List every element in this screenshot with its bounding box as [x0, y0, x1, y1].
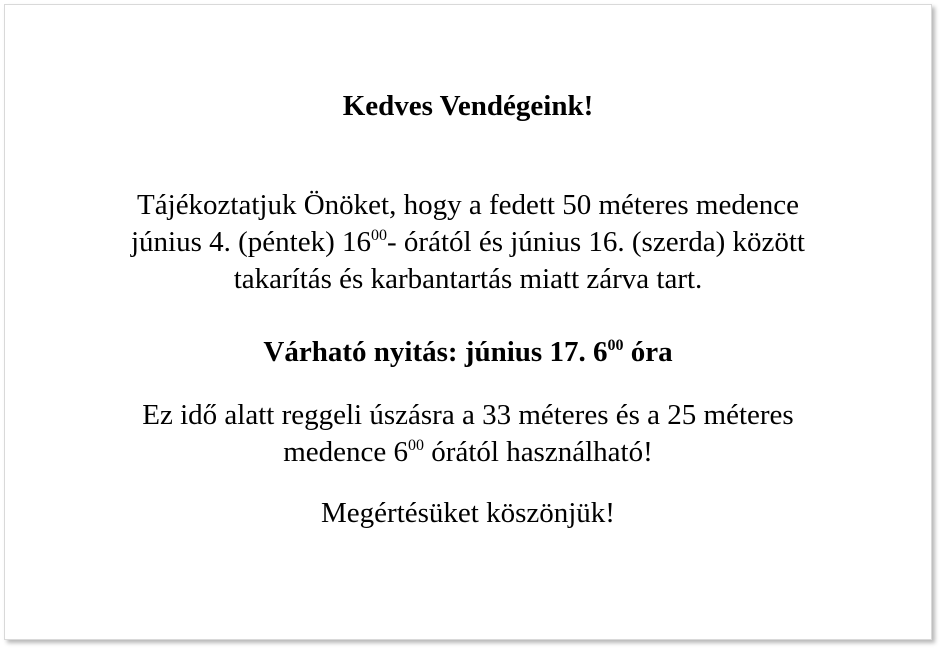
closure-line-2-end: - órától és június 16. (szerda) között — [387, 226, 805, 258]
alternative-line-2-start: medence 6 — [283, 436, 409, 468]
notice-page — [4, 4, 932, 640]
closure-line-3: takarítás és karbantartás miatt zárva tart. — [233, 263, 703, 295]
closure-paragraph — [5, 187, 931, 298]
alternative-time-superscript: 00 — [408, 437, 425, 454]
closure-line-1: Tájékoztatjuk Önöket, hogy a fedett 50 méteres medence — [137, 189, 799, 221]
opening-suffix: óra — [623, 336, 673, 368]
opening-text: Várható nyitás: június 17. 6 — [263, 336, 608, 368]
alternative-line-1: Ez idő alatt reggeli úszásra a 33 méteres és a 25 méteres — [142, 399, 794, 431]
closure-time-superscript: 00 — [371, 227, 388, 244]
closing-line: Megértésüket köszönjük! — [321, 497, 615, 529]
closure-line-2-start: június 4. (péntek) 16 — [131, 226, 372, 258]
alternative-pools-paragraph — [5, 397, 931, 471]
notice-heading: Kedves Vendégeink! — [342, 90, 594, 122]
opening-time-superscript: 00 — [607, 337, 624, 354]
alternative-line-2-end: órától használható! — [424, 436, 653, 468]
opening-line — [5, 334, 931, 371]
